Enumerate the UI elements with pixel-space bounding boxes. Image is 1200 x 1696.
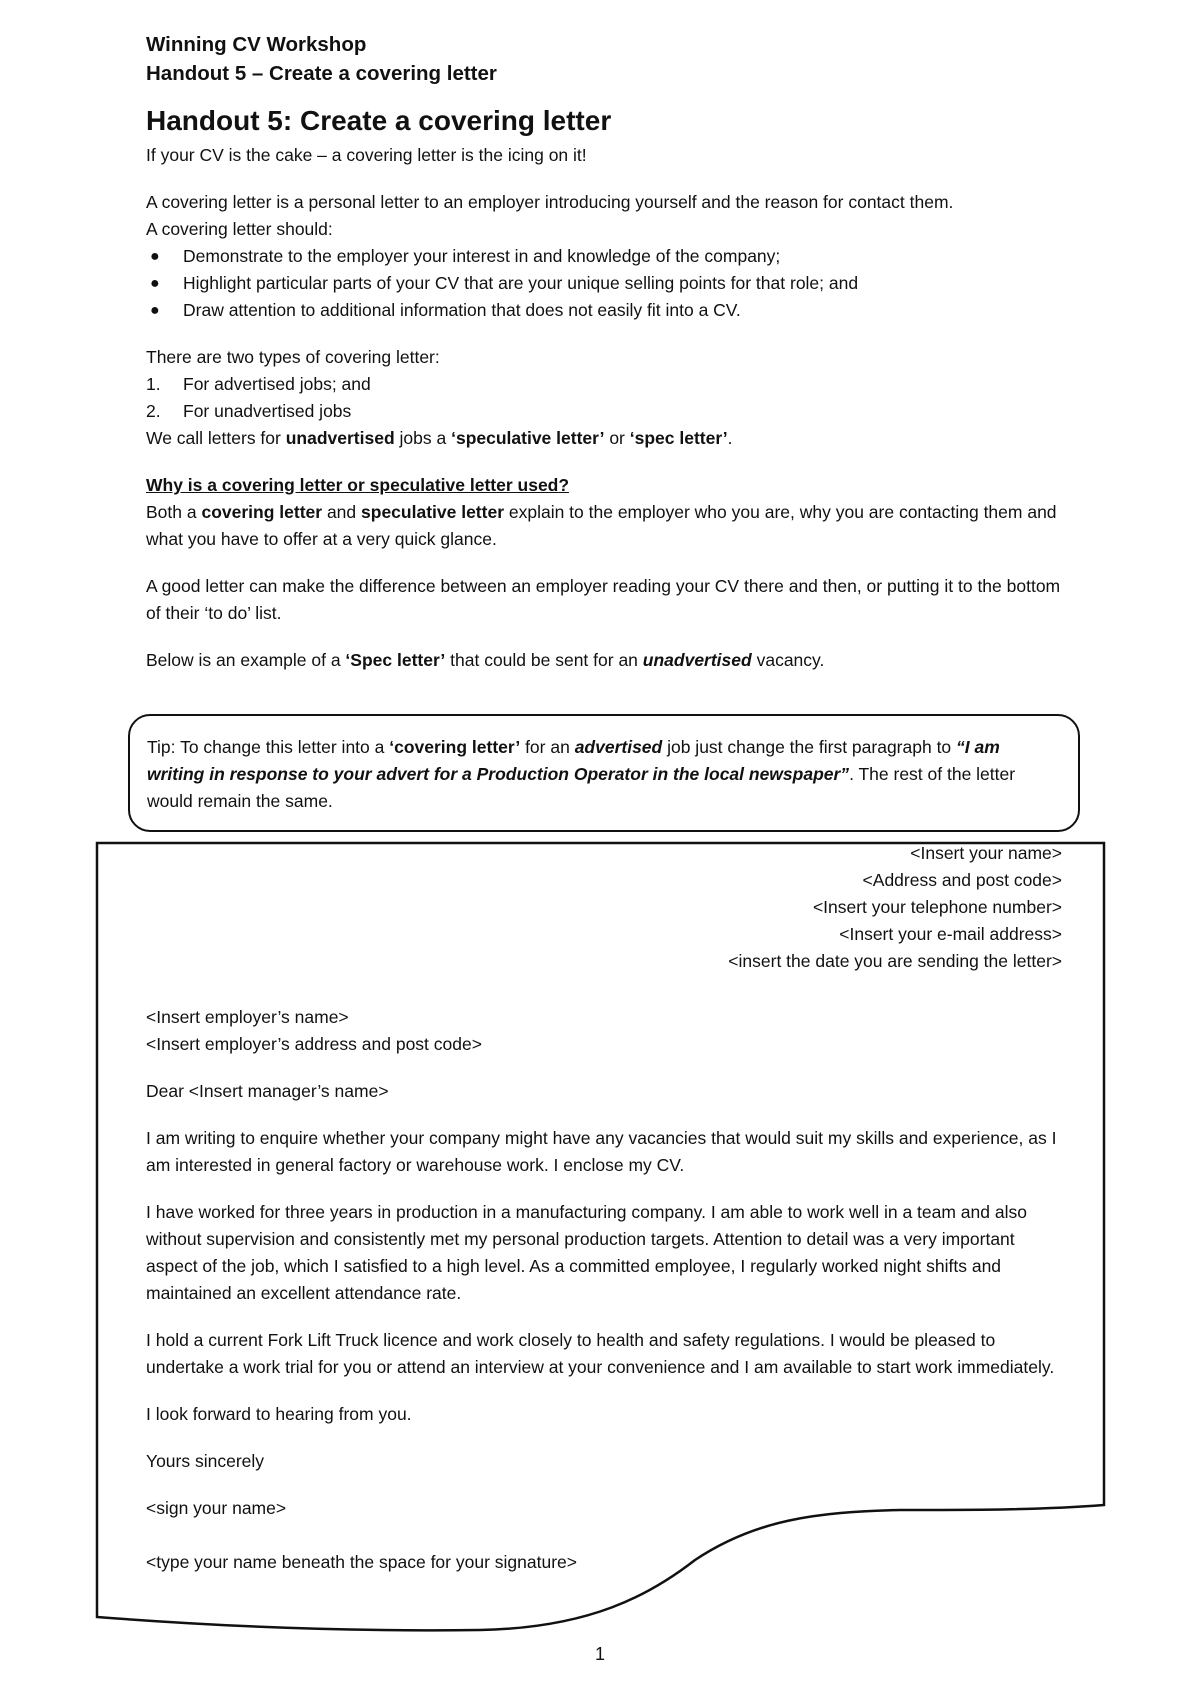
- sender-phone: <Insert your telephone number>: [812, 897, 1062, 917]
- letter-paragraph-4: I look forward to hearing from you.: [146, 1404, 412, 1424]
- letter-paragraph-2: I have worked for three years in production in a manufacturing company. I am able to work well in a team and also without supervision and consistently met my personal production targets. Attention to detail was a very important aspect of the job, which I satisfied to a high level. As a committed employee, I regularly worked night shifts and maintained an excellent attendance rate.: [146, 1202, 1027, 1303]
- page-number: 1: [594, 1644, 605, 1664]
- list-item: 1. For advertised jobs; and: [146, 374, 371, 394]
- letter-paragraph-3: I hold a current Fork Lift Truck licence and work closely to health and safety regulations. I would be pleased to undertake a work trial for you or attend an interview at your convenience and I am available to start work immediately.: [146, 1330, 1055, 1377]
- sender-address: <Address and post code>: [862, 870, 1062, 890]
- example-intro: Below is an example of a ‘Spec letter’ that could be sent for an unadvertised vacancy.: [146, 650, 825, 670]
- why-paragraph-2: A good letter can make the difference between an employer reading your CV there and then, or putting it to the bottom of their ‘to do’ list.: [146, 576, 1061, 623]
- definition-paragraph: A covering letter is a personal letter to an employer introducing yourself and the reason for contact them.: [146, 192, 954, 212]
- types-lead: There are two types of covering letter:: [146, 347, 440, 367]
- letter-types-note: We call letters for unadvertised jobs a ‘speculative letter’ or ‘spec letter’.: [146, 428, 733, 448]
- header-handout-title: Handout 5 – Create a covering letter: [146, 62, 497, 85]
- letter-date: <insert the date you are sending the letter>: [728, 951, 1062, 971]
- sender-email: <Insert your e-mail address>: [839, 924, 1062, 944]
- bullet-icon: ●: [150, 275, 160, 292]
- bullet-icon: ●: [150, 302, 160, 319]
- employer-name: <Insert employer’s name>: [146, 1007, 349, 1027]
- list-item: ● Demonstrate to the employer your interest in and knowledge of the company;: [146, 243, 1076, 270]
- why-paragraph-1: Both a covering letter and speculative letter explain to the employer who you are, why you are contacting them and what you have to offer at a very quick glance.: [146, 502, 1057, 549]
- list-item: ● Highlight particular parts of your CV that are your unique selling points for that role; and: [146, 270, 1076, 297]
- example-letter: [146, 840, 1062, 1576]
- should-lead: A covering letter should:: [146, 219, 333, 239]
- employer-block: [146, 1004, 1062, 1058]
- list-item: ● Draw attention to additional information that does not easily fit into a CV.: [146, 297, 1076, 324]
- page-title: Handout 5: Create a covering letter: [146, 105, 612, 136]
- employer-address: <Insert employer’s address and post code>: [146, 1034, 482, 1054]
- header-workshop-title: Winning CV Workshop: [146, 33, 367, 56]
- typed-name-placeholder: <type your name beneath the space for your signature>: [146, 1552, 577, 1572]
- closing: Yours sincerely: [146, 1451, 265, 1471]
- why-heading: Why is a covering letter or speculative letter used?: [146, 475, 570, 495]
- salutation: Dear <Insert manager’s name>: [146, 1081, 389, 1101]
- signature-placeholder: <sign your name>: [146, 1498, 287, 1518]
- bullet-icon: ●: [150, 248, 160, 265]
- tip-box: Tip: To change this letter into a ‘covering letter’ for an advertised job just change the first paragraph to “I am writing in response to your advert for a Production Operator in the local newspaper”. The rest of the letter would remain the same.: [128, 714, 1080, 832]
- sender-name: <Insert your name>: [910, 843, 1062, 863]
- sender-block: [146, 840, 1062, 975]
- letter-paragraph-1: I am writing to enquire whether your company might have any vacancies that would suit my skills and experience, as I am interested in general factory or warehouse work. I enclose my CV.: [146, 1128, 1057, 1175]
- tagline: If your CV is the cake – a covering letter is the icing on it!: [146, 145, 587, 165]
- list-item: 2. For unadvertised jobs: [146, 401, 352, 421]
